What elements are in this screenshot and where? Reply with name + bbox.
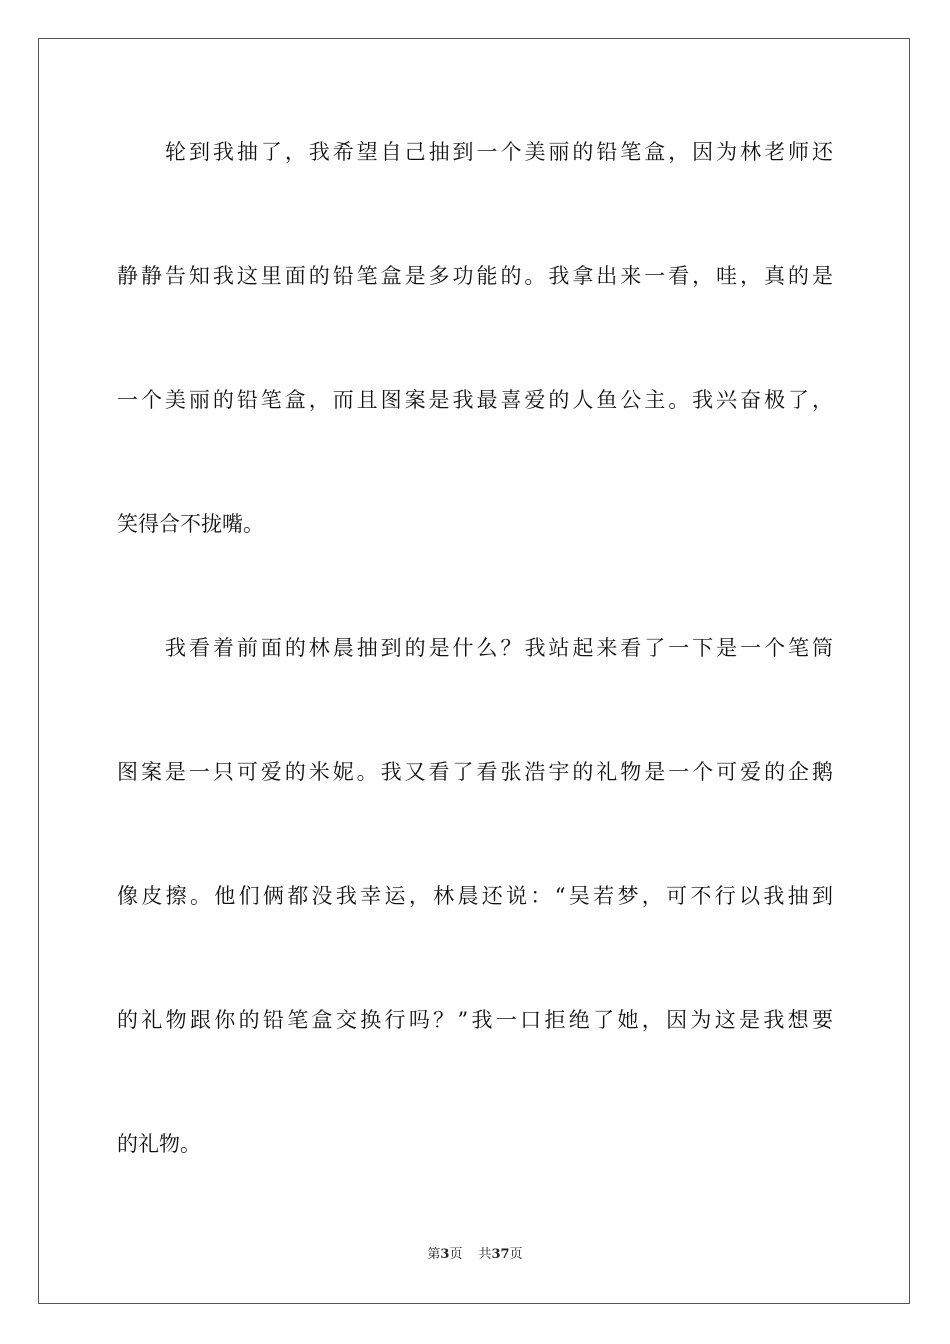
paragraph-2-line-3: 像皮擦。他们俩都没我幸运，林晨还说：“吴若梦，可不行以我抽到	[117, 884, 833, 908]
paragraph-2-line-1: 我看着前面的林晨抽到的是什么？我站起来看了一下是一个笔筒	[165, 636, 833, 660]
footer-page-suffix: 页	[449, 1247, 463, 1262]
page-border	[38, 38, 910, 1304]
footer-page-prefix: 第	[427, 1247, 441, 1262]
footer-total-pages: 37	[491, 1247, 510, 1262]
footer-page-number: 3	[440, 1247, 450, 1262]
paragraph-2-line-5: 的礼物。	[117, 1132, 201, 1156]
paragraph-2-line-4: 的礼物跟你的铅笔盒交换行吗？”我一口拒绝了她，因为这是我想要	[117, 1008, 833, 1032]
paragraph-2-line-2: 图案是一只可爱的米妮。我又看了看张浩宇的礼物是一个可爱的企鹅	[117, 760, 833, 784]
footer-total-prefix: 共	[478, 1247, 492, 1262]
paragraph-1-line-3: 一个美丽的铅笔盒，而且图案是我最喜爱的人鱼公主。我兴奋极了，	[117, 388, 833, 412]
paragraph-1-line-1: 轮到我抽了，我希望自己抽到一个美丽的铅笔盒，因为林老师还	[165, 140, 833, 164]
footer-total-suffix: 页	[509, 1247, 523, 1262]
paragraph-1-line-2: 静静告知我这里面的铅笔盒是多功能的。我拿出来一看，哇，真的是	[117, 264, 833, 288]
page-footer	[0, 1246, 950, 1264]
paragraph-1-line-4: 笑得合不拢嘴。	[117, 512, 264, 536]
